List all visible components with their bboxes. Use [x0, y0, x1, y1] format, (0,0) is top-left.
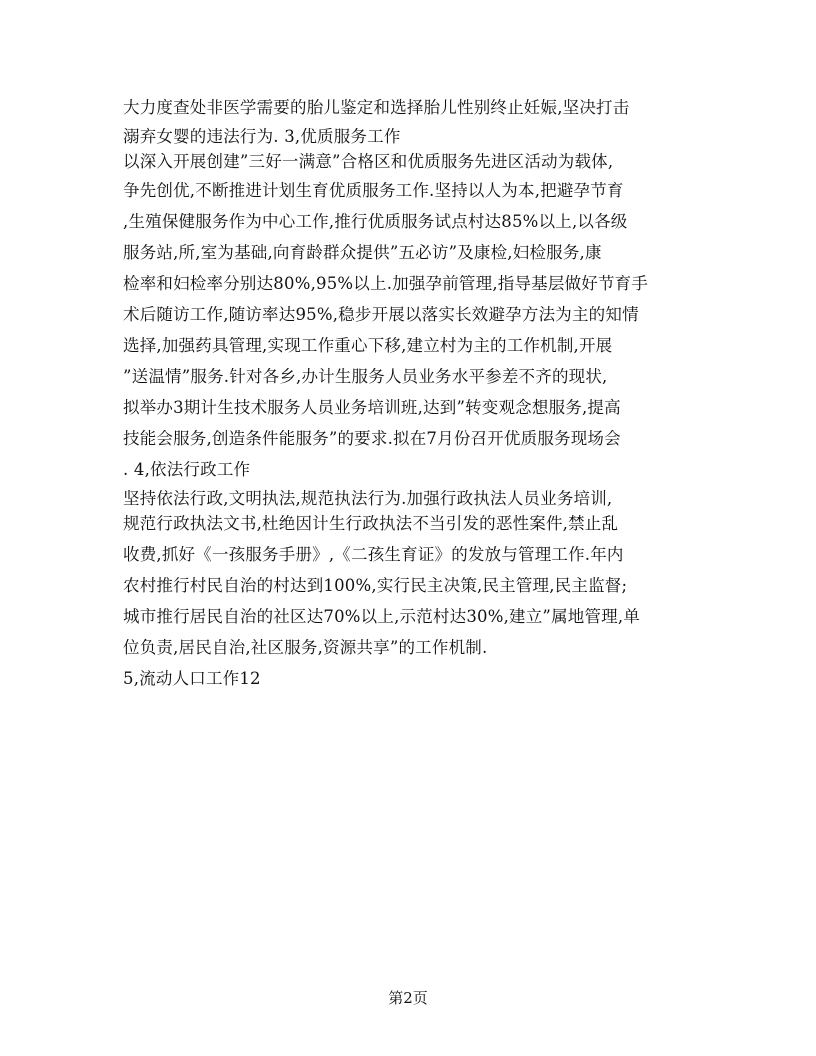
- text-line: 检率和妇检率分别达80%,95%以上.加强孕前管理,指导基层做好节育手: [123, 274, 649, 293]
- text-line: 规范行政执法文书,杜绝因计生行政执法不当引发的恶性案件,禁止乱: [123, 514, 619, 533]
- section-heading: . 4,依法行政工作: [123, 460, 251, 479]
- text-line: 争先创优,不断推进计划生育优质服务工作.坚持以人为本,把避孕节育: [123, 181, 624, 200]
- text-line: ,生殖保健服务作为中心工作,推行优质服务试点村达85%以上,以各级: [123, 212, 628, 231]
- document-body: [123, 97, 703, 689]
- text-line: 服务站,所,室为基础,向育龄群众提供”五必访”及康检,妇检服务,康: [123, 243, 602, 262]
- text-line: 术后随访工作,随访率达95%,稳步开展以落实长效避孕方法为主的知情: [123, 305, 639, 324]
- text-line: 以深入开展创建”三好一满意”合格区和优质服务先进区活动为载体,: [123, 152, 614, 171]
- text-line: ”送温情”服务.针对各乡,办计生服务人员业务水平参差不齐的现状,: [123, 367, 608, 386]
- section-heading: 5,流动人口工作12: [123, 669, 261, 688]
- text-line: 选择,加强药具管理,实现工作重心下移,建立村为主的工作机制,开展: [123, 336, 613, 355]
- text-line: 技能会服务,创造条件能服务”的要求.拟在7月份召开优质服务现场会: [123, 429, 621, 448]
- text-line: 溺弃女婴的违法行为. 3,优质服务工作: [123, 127, 401, 146]
- text-line: 收费,抓好《一孩服务手册》,《二孩生育证》的发放与管理工作.年内: [123, 545, 624, 564]
- page-number-footer: 第2页: [388, 989, 428, 1007]
- text-line: 农村推行村民自治的村达到100%,实行民主决策,民主管理,民主监督;: [123, 576, 628, 595]
- text-line: 城市推行居民自治的社区达70%以上,示范村达30%,建立”属地管理,单: [123, 607, 641, 626]
- text-line: 坚持依法行政,文明执法,规范执法行为.加强行政执法人员业务培训,: [123, 489, 613, 508]
- text-line: 位负责,居民自治,社区服务,资源共享”的工作机制.: [123, 638, 488, 657]
- text-line: 大力度查处非医学需要的胎儿鉴定和选择胎儿性别终止妊娠,坚决打击: [123, 98, 630, 117]
- text-line: 拟举办3期计生技术服务人员业务培训班,达到”转变观念想服务,提高: [123, 398, 621, 417]
